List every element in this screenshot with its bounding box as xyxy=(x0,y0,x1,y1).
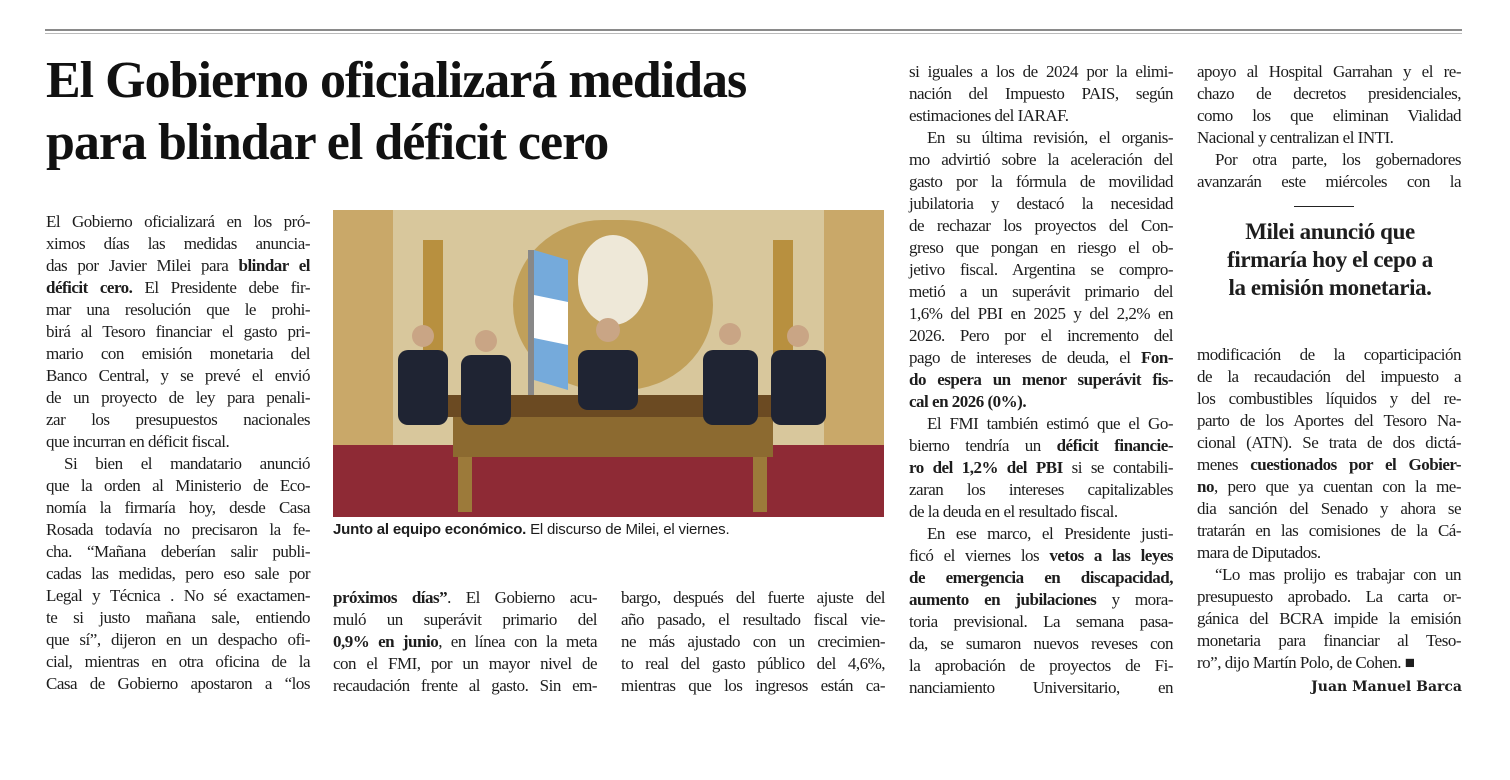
text-line xyxy=(909,435,1173,457)
text-line xyxy=(46,277,310,299)
pullquote xyxy=(1197,218,1463,302)
text-line: la aprobación de proyectos de Fi- xyxy=(909,656,1173,675)
text-line xyxy=(909,567,1173,589)
text-line: mario con emisión monetaria del xyxy=(46,344,310,363)
text-line: mara de Diputados. xyxy=(1197,543,1321,562)
text-line: jubilatoria y destacó la necesidad xyxy=(909,194,1173,213)
text-line: año pasado, el resultado fiscal vie- xyxy=(621,610,885,629)
text-line xyxy=(909,391,1173,413)
top-rule-thin xyxy=(45,33,1462,34)
text-line: Por otra parte, los gobernadores xyxy=(1215,150,1461,169)
caption-bold: Junto al equipo económico. xyxy=(333,521,527,538)
text-line xyxy=(909,457,1173,479)
text-line: En su última revisión, el organis- xyxy=(927,128,1173,147)
text-line: nomía la firmaría hoy, desde Casa xyxy=(46,498,310,517)
text: . El Gobierno acu- xyxy=(447,588,597,607)
photo-scene xyxy=(333,210,884,517)
text-line: to real del gasto público del 4,6%, xyxy=(621,654,885,673)
caption-text: El discurso de Milei, el viernes. xyxy=(526,521,730,538)
text-line: Banco Central, y se prevé el envió xyxy=(46,366,310,385)
text-line: si iguales a los de 2024 por la elimi- xyxy=(909,62,1173,81)
bold-text: vetos a las leyes xyxy=(1049,546,1173,565)
text-line: recaudación frente al gasto. Sin em- xyxy=(333,676,597,695)
text-line: 2026. Pero por el incremento del xyxy=(909,326,1173,345)
text-line: parto de los Aportes del Tesoro Na- xyxy=(1197,411,1461,430)
text-line xyxy=(333,587,597,609)
text-line: mo advirtió sobre la aceleración del xyxy=(909,150,1173,169)
text-line: ro”, dijo Martín Polo, de Cohen. ■ xyxy=(1197,653,1415,672)
text-line: gasto por la fórmula de movilidad xyxy=(909,172,1173,191)
text-line: modificación de la coparticipación xyxy=(1197,345,1461,364)
text-line: que incurran en déficit fiscal. xyxy=(46,432,230,451)
pullquote-rule xyxy=(1294,206,1354,207)
text-line: Legal y Técnica . No sé exactamen- xyxy=(46,586,310,605)
text-line: mar una resolución que le prohi- xyxy=(46,300,310,319)
text-line: que la orden al Ministerio de Eco- xyxy=(46,476,310,495)
text-line: da, se sumaron nuevos reveses con xyxy=(909,634,1173,653)
text-line xyxy=(46,255,310,277)
text: menes xyxy=(1197,455,1251,474)
text: El Presidente debe fir- xyxy=(132,278,310,297)
text-line: avanzarán este miércoles con la xyxy=(1197,172,1461,191)
text-line xyxy=(909,369,1173,391)
text-line xyxy=(909,347,1173,369)
headline-line: para blindar el déficit cero xyxy=(46,114,609,171)
text-line: Nacional y centralizan el INTI. xyxy=(1197,128,1394,147)
text-line: tratarán en las comisiones de la Cá- xyxy=(1197,521,1461,540)
column-5 xyxy=(1197,61,1461,193)
text-line xyxy=(1197,454,1461,476)
text-line: zaran los intereses capitalizables xyxy=(909,480,1173,499)
text-line: Casa de Gobierno apostaron a “los xyxy=(46,674,310,693)
text-line xyxy=(909,545,1173,567)
text-line: Rosada todavía no precisaron la fe- xyxy=(46,520,310,539)
bold-text: ro del 1,2% del PBI xyxy=(909,458,1063,477)
text-line: greso que pongan en riesgo el ob- xyxy=(909,238,1173,257)
text-line: ne más ajustado con un crecimien- xyxy=(621,632,885,651)
bold-text: cuestionados por el Gobier- xyxy=(1250,455,1461,474)
bold-text: Fon- xyxy=(1141,348,1173,367)
column-4 xyxy=(909,61,1173,699)
bold-text: no xyxy=(1197,477,1214,496)
text-line: “Lo mas prolijo es trabajar con un xyxy=(1215,565,1461,584)
text-line: toria previsional. La semana pasa- xyxy=(909,612,1173,631)
text-line: monetaria para financiar al Teso- xyxy=(1197,631,1461,650)
headline-line: El Gobierno oficializará medidas xyxy=(46,52,747,109)
text-line: birá al Tesoro financiar el gasto pri- xyxy=(46,322,310,341)
text-line: presupuesto aprobado. La carta or- xyxy=(1197,587,1461,606)
headline xyxy=(46,50,896,174)
text-line: estimaciones del IARAF. xyxy=(909,106,1069,125)
text-line: de la deuda en el resultado fiscal. xyxy=(909,502,1118,521)
text: bierno tendría un xyxy=(909,436,1057,455)
text-line: El Gobierno oficializará en los pró- xyxy=(46,212,310,231)
text: das por Javier Milei para xyxy=(46,256,239,275)
top-rule xyxy=(45,29,1462,31)
bold-text: blindar el xyxy=(238,256,310,275)
text-line: 1,6% del PBI en 2025 y del 2,2% en xyxy=(909,304,1173,323)
text-line: de rechazar los proyectos del Con- xyxy=(909,216,1173,235)
text: si se contabili- xyxy=(1062,458,1173,477)
text-line: de la recaudación del impuesto a xyxy=(1197,367,1461,386)
text-line: cial, mientras en otra oficina de la xyxy=(46,652,310,671)
text-line: muló un superávit primario del xyxy=(333,610,597,629)
text-line: zar los presupuestos nacionales xyxy=(46,410,310,429)
text-line: cadas las medidas, pero eso sale por xyxy=(46,564,310,583)
text: y mora- xyxy=(1096,590,1173,609)
column-3 xyxy=(621,587,885,697)
column-2 xyxy=(333,587,597,697)
text-line xyxy=(909,589,1173,611)
text: , pero que ya cuentan con la me- xyxy=(1213,477,1461,496)
text-line: apoyo al Hospital Garrahan y el re- xyxy=(1197,62,1461,81)
bold-text: do espera un menor superávit fis- xyxy=(909,370,1173,389)
column-1 xyxy=(46,211,310,695)
text-line xyxy=(333,631,597,653)
text-line: Si bien el mandatario anunció xyxy=(64,454,310,473)
text: pago de intereses de deuda, el xyxy=(909,348,1141,367)
text-line: El FMI también estimó que el Go- xyxy=(927,414,1173,433)
text-line: los combustibles líquidos y del re- xyxy=(1197,389,1461,408)
text-line: jetivo fiscal. Argentina se compro- xyxy=(909,260,1173,279)
pullquote-line: Milei anunció que xyxy=(1245,219,1415,244)
text-line: En ese marco, el Presidente justi- xyxy=(927,524,1173,543)
text-line: de un proyecto de ley para penali- xyxy=(46,388,310,407)
text: ficó el viernes los xyxy=(909,546,1050,565)
text-line: ximos días las medidas anuncia- xyxy=(46,234,310,253)
pullquote-line: la emisión monetaria. xyxy=(1228,275,1432,300)
bold-text: cal en 2026 (0%). xyxy=(909,392,1027,411)
bold-text: déficit cero. xyxy=(46,278,133,297)
text-line: con el FMI, por un mayor nivel de xyxy=(333,654,597,673)
text-line: nación del Impuesto PAIS, según xyxy=(909,84,1173,103)
text-line: dia sanción del Senado y ahora se xyxy=(1197,499,1461,518)
text-line: te si justo mañana sale, entiendo xyxy=(46,608,310,627)
bold-text: déficit financie- xyxy=(1056,436,1173,455)
bold-text: 0,9% en junio xyxy=(333,632,439,651)
text: , en línea con la meta xyxy=(438,632,598,651)
text-line xyxy=(1197,476,1461,498)
pullquote-line: firmaría hoy el cepo a xyxy=(1227,247,1433,272)
bold-text: aumento en jubilaciones xyxy=(909,590,1097,609)
bold-text: de emergencia en discapacidad, xyxy=(909,568,1173,587)
text-line: metió a un superávit primario del xyxy=(909,282,1173,301)
text-line: como los que eliminan Vialidad xyxy=(1197,106,1461,125)
article-photo xyxy=(333,210,884,517)
text-line: chazo de decretos presidenciales, xyxy=(1197,84,1461,103)
photo-caption xyxy=(333,521,729,538)
text-line: nanciamiento Universitario, en xyxy=(909,678,1173,697)
text-line: bargo, después del fuerte ajuste del xyxy=(621,588,885,607)
column-5-continued xyxy=(1197,344,1461,674)
text-line: que sí”, dijeron en un despacho ofi- xyxy=(46,630,310,649)
text-line: cional (ATN). Se trata de dos dictá- xyxy=(1197,433,1461,452)
text-line: mientras que los ingresos están ca- xyxy=(621,676,885,695)
byline: Juan Manuel Barca xyxy=(1311,679,1462,695)
bold-text: próximos días” xyxy=(333,588,448,607)
text-line: cha. “Mañana deberían salir publi- xyxy=(46,542,310,561)
text-line: gánica del BCRA impide la emisión xyxy=(1197,609,1461,628)
